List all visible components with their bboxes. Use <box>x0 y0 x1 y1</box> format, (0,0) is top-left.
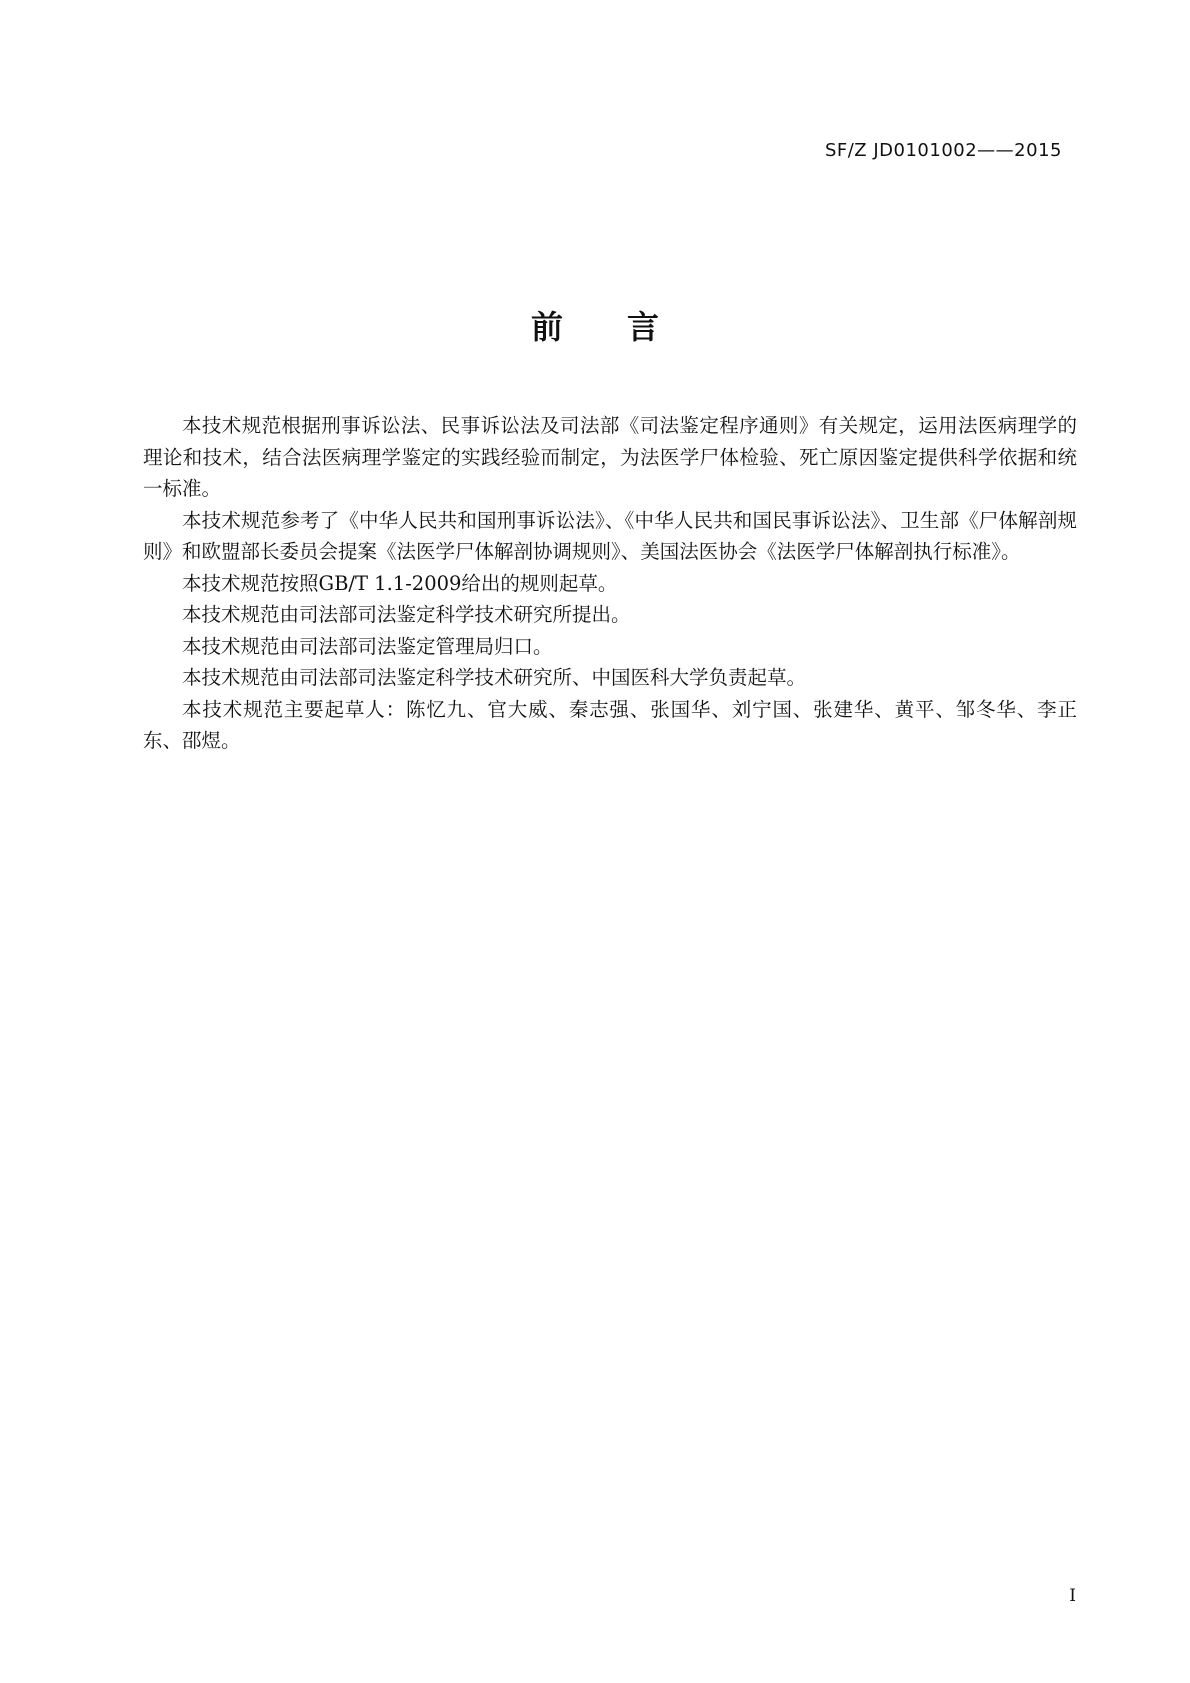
standard-code: SF/Z JD0101002——2015 <box>824 140 1062 161</box>
title-char-2: 言 <box>627 308 660 346</box>
paragraph: 本技术规范参考了《中华人民共和国刑事诉讼法》、《中华人民共和国民事诉讼法》、卫生部《尸体解剖规则》和欧盟部长委员会提案《法医学尸体解剖协调规则》、美国法医协会《法医学尸体解剖执行标准》。 <box>143 508 1077 563</box>
paragraph: 本技术规范由司法部司法鉴定科学技术研究所提出。 <box>182 603 631 626</box>
paragraph: 本技术规范按照GB/T 1.1-2009给出的规则起草。 <box>182 571 618 595</box>
title-char-1: 前 <box>530 308 563 346</box>
paragraph: 本技术规范由司法部司法鉴定科学技术研究所、中国医科大学负责起草。 <box>182 666 807 689</box>
foreword-body <box>143 410 1077 757</box>
page-number: I <box>1069 1586 1076 1606</box>
paragraph: 本技术规范主要起草人：陈忆九、官大威、秦志强、张国华、刘宁国、张建华、黄平、邹冬华、李正东、邵煜。 <box>143 697 1077 752</box>
paragraph: 本技术规范根据刑事诉讼法、民事诉讼法及司法部《司法鉴定程序通则》有关规定，运用法医病理学的理论和技术，结合法医病理学鉴定的实践经验而制定，为法医学尸体检验、死亡原因鉴定提供科学依据和统一标准。 <box>143 414 1077 500</box>
paragraph: 本技术规范由司法部司法鉴定管理局归口。 <box>182 634 553 658</box>
page-title <box>0 302 1190 348</box>
